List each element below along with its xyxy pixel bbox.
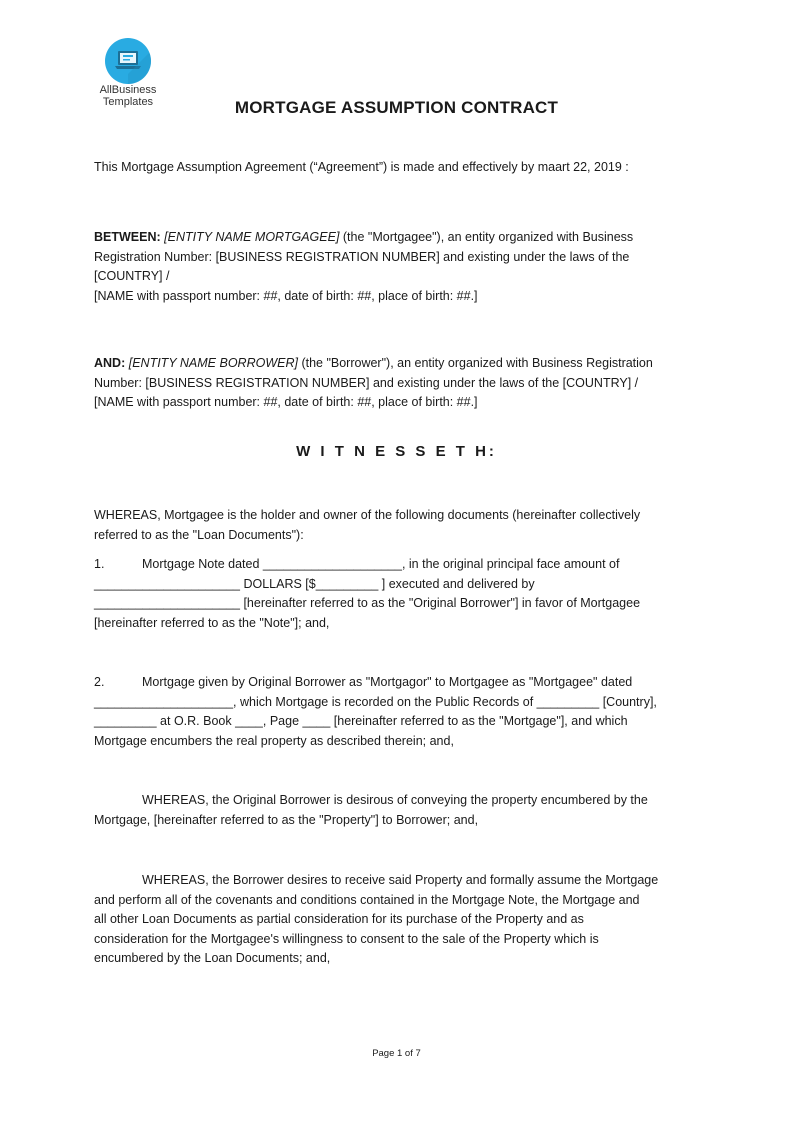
logo-text-line1: AllBusiness <box>99 84 157 96</box>
between-paragraph <box>94 228 704 306</box>
whereas3-line4: consideration for the Mortgagee's willingness to consent to the sale of the Property which is <box>94 931 599 946</box>
whereas-paragraph-2 <box>94 791 704 830</box>
whereas-paragraph-1 <box>94 506 704 545</box>
and-line1: (the "Borrower"), an entity organized with Business Registration <box>297 356 653 370</box>
between-line1: (the "Mortgagee"), an entity organized with Business <box>339 230 634 244</box>
item-1-line3: _____________________ [hereinafter referred to as the "Original Borrower"] in favor of Mortgagee <box>94 596 641 610</box>
and-paragraph <box>94 354 704 413</box>
and-label: AND: <box>94 356 126 370</box>
item-2-line1: Mortgage given by Original Borrower as "Mortgagor" to Mortgagee as "Mortgagee" dated <box>142 675 633 689</box>
between-line3: [COUNTRY] / <box>94 269 170 283</box>
and-entity: [ENTITY NAME BORROWER] <box>128 356 298 370</box>
whereas2-line2: Mortgage, [hereinafter referred to as the "Property"] to Borrower; and, <box>94 812 479 827</box>
item-1-paragraph <box>94 555 704 633</box>
whereas1-line2: referred to as the "Loan Documents"): <box>94 527 304 542</box>
between-entity: [ENTITY NAME MORTGAGEE] <box>164 230 340 244</box>
item-1-line4: [hereinafter referred to as the "Note"]; and, <box>94 615 330 630</box>
whereas-paragraph-3 <box>94 871 704 969</box>
page-number: Page 1 of 7 <box>372 1048 421 1059</box>
page-title: MORTGAGE ASSUMPTION CONTRACT <box>234 98 559 117</box>
whereas3-line3: all other Loan Documents as partial consideration for its purchase of the Property and as <box>94 912 584 926</box>
and-line3: [NAME with passport number: ##, date of birth: ##, place of birth: ##.] <box>94 395 478 409</box>
intro-text: This Mortgage Assumption Agreement (“Agreement”) is made and effectively by maart 22, 2019 : <box>94 160 629 174</box>
and-line2: Number: [BUSINESS REGISTRATION NUMBER] and existing under the laws of the [COUNTRY] / <box>94 375 639 390</box>
item-1-line2: _____________________ DOLLARS [$_________ ] executed and delivered by <box>94 576 535 591</box>
item-2-paragraph <box>94 673 704 751</box>
logo-text-line2: Templates <box>102 96 154 108</box>
whereas2-line1: WHEREAS, the Original Borrower is desirous of conveying the property encumbered by the <box>142 793 648 807</box>
item-2-line2: ____________________, which Mortgage is recorded on the Public Records of _________ [Country], <box>94 694 657 709</box>
between-label: BETWEEN: <box>94 230 161 244</box>
whereas3-line5: encumbered by the Loan Documents; and, <box>94 951 331 965</box>
between-line4: [NAME with passport number: ##, date of birth: ##, place of birth: ##.] <box>94 288 478 303</box>
item-2-number: 2. <box>94 675 105 689</box>
laptop-icon <box>105 38 151 84</box>
item-2-line3: _________ at O.R. Book ____, Page ____ [hereinafter referred to as the "Mortgage"], and which <box>94 714 628 728</box>
item-2-line4: Mortgage encumbers the real property as described therein; and, <box>94 733 454 748</box>
between-line2: Registration Number: [BUSINESS REGISTRATION NUMBER] and existing under the laws of the <box>94 249 630 264</box>
witnesseth-heading: W I T N E S S E T H: <box>296 443 497 460</box>
item-1-number: 1. <box>94 557 105 571</box>
whereas3-line2: and perform all of the covenants and conditions contained in the Mortgage Note, the Mortgage and <box>94 892 640 907</box>
intro-paragraph <box>94 158 704 178</box>
whereas1-line1: WHEREAS, Mortgagee is the holder and owner of the following documents (hereinafter collectively <box>94 508 641 522</box>
item-1-line1: Mortgage Note dated ____________________, in the original principal face amount of <box>142 557 620 571</box>
whereas3-line1: WHEREAS, the Borrower desires to receive said Property and formally assume the Mortgage <box>142 873 659 887</box>
